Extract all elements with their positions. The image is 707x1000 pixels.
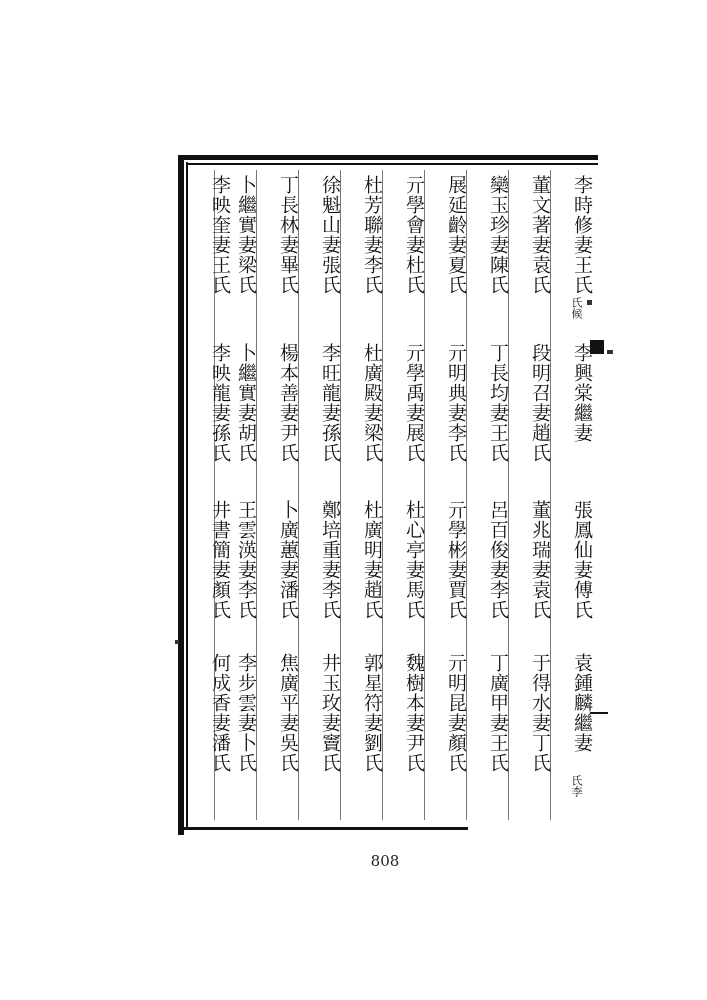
text-column [468, 175, 510, 815]
text-column [300, 175, 342, 815]
text-column [552, 175, 594, 815]
name-entry: 張鳳仙妻傅氏 [571, 500, 593, 620]
name-entry: 李興棠繼妻 [571, 343, 593, 443]
text-column [426, 175, 468, 815]
name-entry: 董兆瑞妻袁氏 [529, 500, 551, 620]
name-entry: 杜廣殿妻梁氏 [361, 343, 383, 463]
name-entry: 呂百俊妻李氏 [487, 500, 509, 620]
name-entry: 丁長林妻畢氏 [277, 175, 299, 295]
name-entry: 丁廣甲妻王氏 [487, 653, 509, 773]
frame-inner-rule [186, 162, 188, 827]
name-entry: 卜繼實妻胡氏 [235, 343, 257, 463]
name-entry: 王雲渶妻李氏 [235, 500, 257, 620]
interlinear-note: 氏李 [570, 775, 583, 797]
text-column [384, 175, 426, 815]
margin-dot [607, 350, 613, 354]
name-entry: 丁長均妻王氏 [487, 343, 509, 463]
name-entry: 楊本善妻尹氏 [277, 343, 299, 463]
name-entry: 亓學彬妻賈氏 [445, 500, 467, 620]
text-column [190, 175, 232, 815]
name-entry: 杜廣明妻趙氏 [361, 500, 383, 620]
name-entry: 亓明典妻李氏 [445, 343, 467, 463]
name-entry: 卜繼實妻梁氏 [235, 175, 257, 295]
name-entry: 杜芳聯妻李氏 [361, 175, 383, 295]
name-entry: 段明召妻趙氏 [529, 343, 551, 463]
name-entry: 李步雲妻卜氏 [235, 653, 257, 773]
name-entry: 欒玉珍妻陳氏 [487, 175, 509, 295]
name-entry: 杜心亭妻馬氏 [403, 500, 425, 620]
frame-bottom-rule [178, 827, 468, 830]
name-entry: 卜廣蕙妻潘氏 [277, 500, 299, 620]
name-entry: 李旺龍妻孫氏 [319, 343, 341, 463]
text-column [510, 175, 552, 815]
text-column [258, 175, 300, 815]
name-entry: 徐魁山妻張氏 [319, 175, 341, 295]
frame-top-rule [186, 163, 598, 165]
name-entry: 亓學會妻杜氏 [403, 175, 425, 295]
page-number: 808 [370, 852, 400, 870]
name-entry: 展延齡妻夏氏 [445, 175, 467, 295]
name-entry: 李時修妻王氏 [571, 175, 593, 295]
text-column [342, 175, 384, 815]
name-entry: 董文著妻袁氏 [529, 175, 551, 295]
name-entry: 李映龍妻孫氏 [209, 343, 231, 463]
name-entry: 亓學禹妻展氏 [403, 343, 425, 463]
name-entry: 亓明昆妻顏氏 [445, 653, 467, 773]
name-entry: 鄭培重妻李氏 [319, 500, 341, 620]
name-entry: 郭星符妻劉氏 [361, 653, 383, 773]
margin-dot [175, 640, 179, 644]
interlinear-note: 氏候 [570, 297, 583, 319]
name-entry: 于得水妻丁氏 [529, 653, 551, 773]
name-entry: 李映奎妻王氏 [209, 175, 231, 295]
name-entry: 井玉玫妻竇氏 [319, 653, 341, 773]
name-entry: 何成香妻潘氏 [209, 653, 231, 773]
name-entry: 袁鍾麟繼妻 [571, 653, 593, 753]
name-entry: 井書簡妻顏氏 [209, 500, 231, 620]
name-entry: 魏樹本妻尹氏 [403, 653, 425, 773]
name-entry: 焦廣平妻吳氏 [277, 653, 299, 773]
